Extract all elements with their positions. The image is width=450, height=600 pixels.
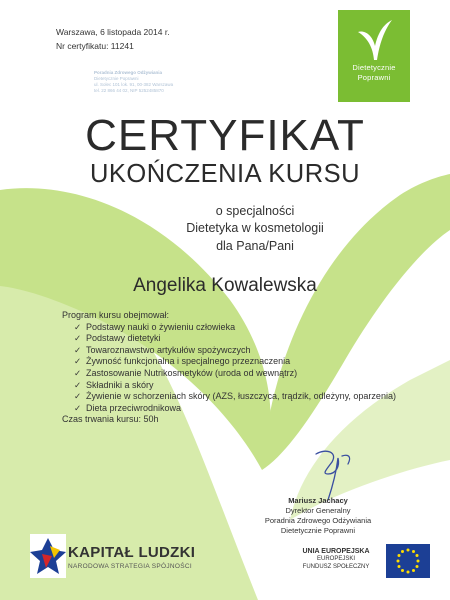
program-item-label: Podstawy nauki o żywieniu człowieka bbox=[86, 321, 236, 332]
kapital-ludzki-logo bbox=[68, 544, 195, 570]
check-icon: ✓ bbox=[74, 402, 82, 413]
program-item-label: Dieta przeciwrodnikowa bbox=[86, 402, 182, 413]
sprout-icon bbox=[354, 18, 394, 62]
check-icon: ✓ bbox=[74, 356, 82, 367]
check-icon: ✓ bbox=[74, 333, 82, 344]
check-icon: ✓ bbox=[74, 391, 82, 402]
eu-label bbox=[290, 548, 382, 571]
kapital-ludzki-icon bbox=[30, 534, 66, 578]
signatory-org-line1: Poradnia Zdrowego Odżywiania bbox=[264, 516, 372, 525]
program-list bbox=[62, 322, 396, 415]
signatory-block bbox=[250, 496, 386, 536]
signature-image bbox=[298, 444, 378, 504]
signatory-role: Dyrektor Generalny bbox=[285, 506, 351, 515]
place-date: Warszawa, 6 listopada 2014 r. bbox=[56, 27, 170, 37]
list-item bbox=[74, 322, 396, 334]
kapital-title: KAPITAŁ LUDZKI bbox=[68, 544, 196, 561]
recipient-name: Angelika Kowalewska bbox=[133, 275, 317, 296]
program-item-label: Podstawy dietetyki bbox=[86, 333, 161, 344]
list-item bbox=[74, 403, 396, 415]
stamp-line4: tel. 22 866 44 02, NIP 5252485870 bbox=[94, 88, 164, 93]
list-item bbox=[74, 333, 396, 345]
list-item bbox=[74, 391, 396, 403]
eu-line1: UNIA EUROPEJSKA bbox=[302, 548, 370, 555]
specialty-name: Dietetyka w kosmetologii bbox=[186, 221, 324, 235]
logo-text-line2: Poprawni bbox=[357, 73, 391, 82]
stamp-line3: ul. Solec 101 lok. 91, 00-382 Warszawa bbox=[94, 82, 174, 87]
logo-text-line1: Dietetycznie bbox=[352, 63, 396, 72]
list-item bbox=[74, 345, 396, 357]
list-item bbox=[74, 380, 396, 392]
eu-flag-icon bbox=[386, 544, 430, 578]
certificate-subtitle: UKOŃCZENIA KURSU bbox=[89, 160, 361, 188]
certificate-number: Nr certyfikatu: 11241 bbox=[56, 41, 134, 51]
signatory-org-line2: Dietetycznie Poprawni bbox=[280, 526, 356, 535]
certificate-title: CERTYFIKAT bbox=[85, 111, 365, 160]
check-icon: ✓ bbox=[74, 379, 82, 390]
stamp-line2: Dietetycznie Poprawni bbox=[94, 76, 139, 81]
check-icon: ✓ bbox=[74, 321, 82, 332]
eu-line3: FUNDUSZ SPOŁECZNY bbox=[302, 564, 370, 570]
program-item-label: Zastosowanie Nutrikosmetyków (uroda od wewnątrz) bbox=[86, 367, 298, 378]
program-item-label: Żywność funkcjonalna i specjalnego przeznaczenia bbox=[86, 356, 291, 367]
list-item bbox=[74, 356, 396, 368]
list-item bbox=[74, 368, 396, 380]
program-item-label: Towaroznawstwo artykułów spożywczych bbox=[86, 344, 251, 355]
recipient-label: dla Pana/Pani bbox=[216, 239, 294, 253]
course-duration: Czas trwania kursu: 50h bbox=[62, 414, 159, 424]
program-section bbox=[62, 310, 396, 414]
program-heading: Program kursu obejmował: bbox=[62, 310, 170, 320]
brand-logo bbox=[338, 10, 410, 102]
check-icon: ✓ bbox=[74, 344, 82, 355]
stamp-line1: Poradnia Zdrowego Odżywiania bbox=[94, 70, 163, 75]
program-item-label: Składniki a skóry bbox=[86, 379, 154, 390]
organization-stamp bbox=[94, 70, 234, 96]
check-icon: ✓ bbox=[74, 367, 82, 378]
signatory-name: Mariusz Jachacy bbox=[288, 496, 348, 505]
kapital-subtitle: NARODOWA STRATEGIA SPÓJNOŚCI bbox=[68, 563, 192, 570]
specialty-label: o specjalności bbox=[215, 204, 295, 218]
eu-line2: EUROPEJSKI bbox=[316, 556, 355, 562]
program-item-label: Żywienie w schorzeniach skóry (AZS, łuszczyca, trądzik, odleżyny, oparzenia) bbox=[86, 391, 396, 402]
